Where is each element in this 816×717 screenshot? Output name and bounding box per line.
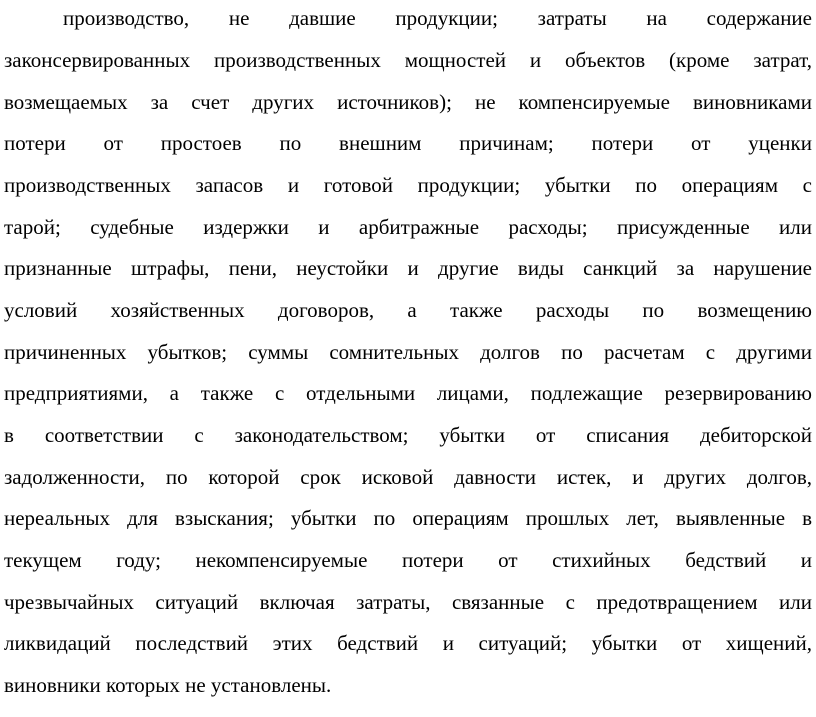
text-line: предприятиями, а также с отдельными лицами, подлежащие резервированию <box>4 381 812 405</box>
text-line: возмещаемых за счет других источников); не компенсируемые виновниками <box>4 90 812 114</box>
text-line: виновники которых не установлены. <box>4 673 332 697</box>
text-line: тарой; судебные издержки и арбитражные расходы; присужденные или <box>4 215 812 239</box>
text-line: потери от простоев по внешним причинам; потери от уценки <box>4 131 812 155</box>
text-line: признанные штрафы, пени, неустойки и другие виды санкций за нарушение <box>4 256 812 280</box>
text-line: производственных запасов и готовой продукции; убытки по операциям с <box>4 173 812 197</box>
text-line: нереальных для взыскания; убытки по операциям прошлых лет, выявленные в <box>4 506 812 530</box>
text-line: задолженности, по которой срок исковой давности истек, и других долгов, <box>4 465 812 489</box>
text-line: производство, не давшие продукции; затраты на содержание <box>63 6 812 30</box>
text-line: условий хозяйственных договоров, а также расходы по возмещению <box>4 298 812 322</box>
text-line: текущем году; некомпенсируемые потери от стихийных бедствий и <box>4 548 812 572</box>
text-line: чрезвычайных ситуаций включая затраты, связанные с предотвращением или <box>4 590 812 614</box>
text-line: законсервированных производственных мощностей и объектов (кроме затрат, <box>4 48 812 72</box>
text-line: в соответствии с законодательством; убытки от списания дебиторской <box>4 423 812 447</box>
text-line: причиненных убытков; суммы сомнительных долгов по расчетам с другими <box>4 340 812 364</box>
text-line: ликвидаций последствий этих бедствий и ситуаций; убытки от хищений, <box>4 631 812 655</box>
